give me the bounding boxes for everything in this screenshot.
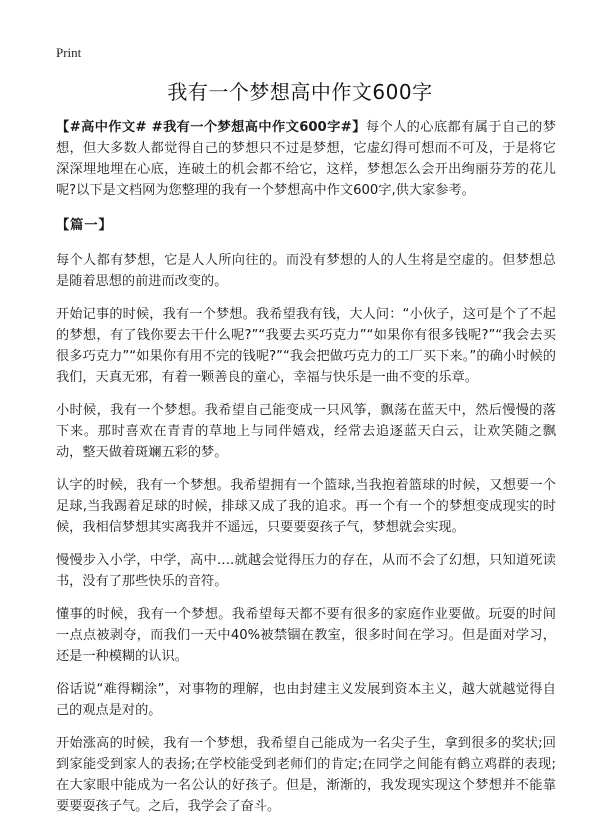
intro-text: 每个人的心底都有属于自己的梦想，但大多数人都觉得自己的梦想只不过是梦想，它虚幻得可想而不可及，于是将它深深埋地埋在心底，连破土的机会都不给它，这样，梦想怎么会开出绚丽芬芳的花儿呢?以下是文档网为您整理的我有一个梦想高中作文600字,供大家参考。 xyxy=(56,120,556,198)
body-paragraph: 小时候，我有一个梦想。我希望自己能变成一只风筝，飘荡在蓝天中，然后慢慢的落下来。那时喜欢在青青的草地上与同伴嬉戏，经常去追逐蓝天白云，让欢笑随之飘动，整天做着斑斓五彩的梦。 xyxy=(56,403,556,460)
body-paragraph: 认字的时候，我有一个梦想。我希望拥有一个篮球,当我抱着篮球的时候，又想要一个足球,当我踢着足球的时候，排球又成了我的追求。再一个有一个的梦想变成现实的时候，我相信梦想其实离我并不遥远，只要要耍孩子气，梦想就会实现。 xyxy=(56,478,556,535)
document-body xyxy=(56,117,556,829)
intro-paragraph xyxy=(56,117,556,201)
body-paragraph: 俗话说“难得糊涂”，对事物的理解，也由封建主义发展到资本主义，越大就越觉得自己的观点是对的。 xyxy=(56,682,556,718)
section-heading: 【篇一】 xyxy=(56,218,113,233)
document-title: 我有一个梦想高中作文600字 xyxy=(167,80,433,104)
body-paragraph: 每个人都有梦想，它是人人所向往的。而没有梦想的人的人生将是空虚的。但梦想总是随着思想的前进而改变的。 xyxy=(56,253,556,289)
body-paragraph: 开始涨高的时候，我有一个梦想，我希望自己能成为一名尖子生，拿到很多的奖状;回到家能受到家人的表扬;在学校能受到老师们的肯定;在同学之间能有鹤立鸡群的表现;在大家眼中能成为一名公认的好孩子。但是，渐渐的，我发现实现这个梦想并不能靠要要耍孩子气。之后，我学会了奋斗。 xyxy=(56,736,556,814)
intro-tags: 【#高中作文# #我有一个梦想高中作文600字#】 xyxy=(56,120,366,135)
body-paragraph: 懂事的时候，我有一个梦想。我希望每天都不要有很多的家庭作业要做。玩耍的时间一点点被剥夺，而我们一天中40%被禁锢在教室，很多时间在学习。但是面对学习，还是一种模糊的认识。 xyxy=(56,607,556,664)
body-paragraph: 慢慢步入小学，中学，高中….就越会觉得压力的存在，从而不会了幻想，只知道死读书，没有了那些快乐的音符。 xyxy=(56,553,556,589)
body-paragraph: 开始记事的时候，我有一个梦想。我希望我有钱，大人问：“小伙子，这可是个了不起的梦想，有了钱你要去干什么呢?”“我要去买巧克力”“如果你有很多钱呢?”“我会去买很多巧克力”“如果你有用不完的钱呢?”“我会把做巧克力的工厂买下来。”的确小时候的我们，天真无邪，有着一颗善良的童心，幸福与快乐是一曲不变的乐章。 xyxy=(56,307,556,385)
print-link[interactable]: Print xyxy=(56,45,82,60)
